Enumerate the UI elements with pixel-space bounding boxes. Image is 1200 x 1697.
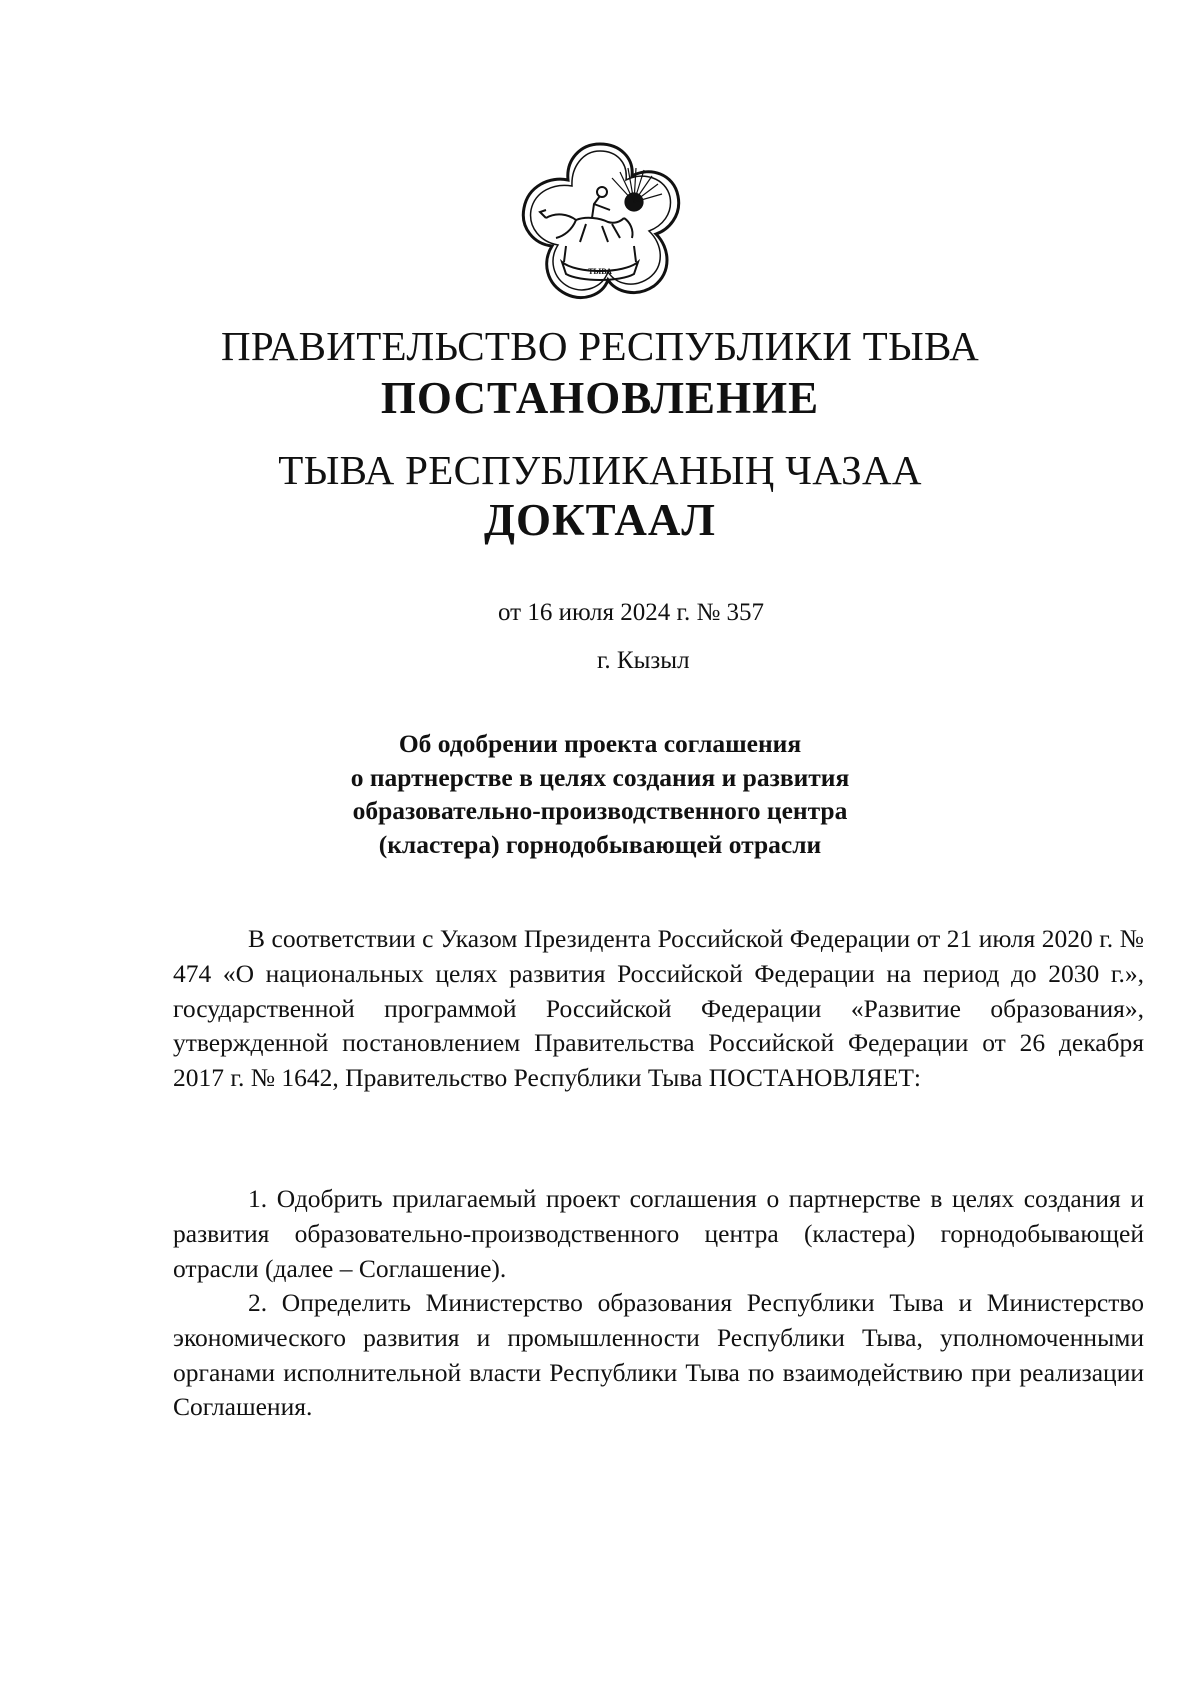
document-date-number: от 16 июля 2024 г. № 357 <box>498 599 765 626</box>
clause-1-paragraph: 1. Одобрить прилагаемый проект соглашения о партнерстве в целях создания и развития образовательно-производственного центра (кластера) горнодобывающей отрасли (далее – Соглашение). <box>173 1184 1144 1283</box>
document-type-tv: ДОКТААЛ <box>484 495 716 545</box>
government-title-tv: ТЫВА РЕСПУБЛИКАНЫҢ ЧАЗАА <box>278 447 922 493</box>
emblem-text: ТЫВА <box>588 267 612 276</box>
document-type-ru: ПОСТАНОВЛЕНИЕ <box>380 373 820 423</box>
title-line: образовательно-производственного центра <box>352 796 848 825</box>
preamble-paragraph: В соответствии с Указом Президента Российской Федерации от 21 июля 2020 г. № 474 «О национальных целях развития Российской Федерации на период до 2030 г.», государственной программой Российской Федерации «Развитие образования», утвержденной постановлением Правительства Российской Федерации от 26 декабря 2017 г. № 1642, Правительство Республики Тыва ПОСТАНОВЛЯЕТ: <box>173 924 1144 1093</box>
government-title-ru: ПРАВИТЕЛЬСТВО РЕСПУБЛИКИ ТЫВА <box>220 323 980 369</box>
title-line: о партнерстве в целях создания и развития <box>350 762 850 792</box>
title-line: Об одобрении проекта соглашения <box>398 729 802 758</box>
document-title <box>0 727 1200 861</box>
document-city: г. Кызыл <box>597 647 690 674</box>
tuva-emblem-icon <box>516 138 684 306</box>
title-line: (кластера) горнодобывающей отрасли <box>378 829 822 859</box>
clause-2-paragraph: 2. Определить Министерство образования Республики Тыва и Министерство экономического развития и промышленности Республики Тыва, уполномоченными органами исполнительной власти Республики Тыва по взаимодействию при реализации Соглашения. <box>173 1288 1144 1422</box>
